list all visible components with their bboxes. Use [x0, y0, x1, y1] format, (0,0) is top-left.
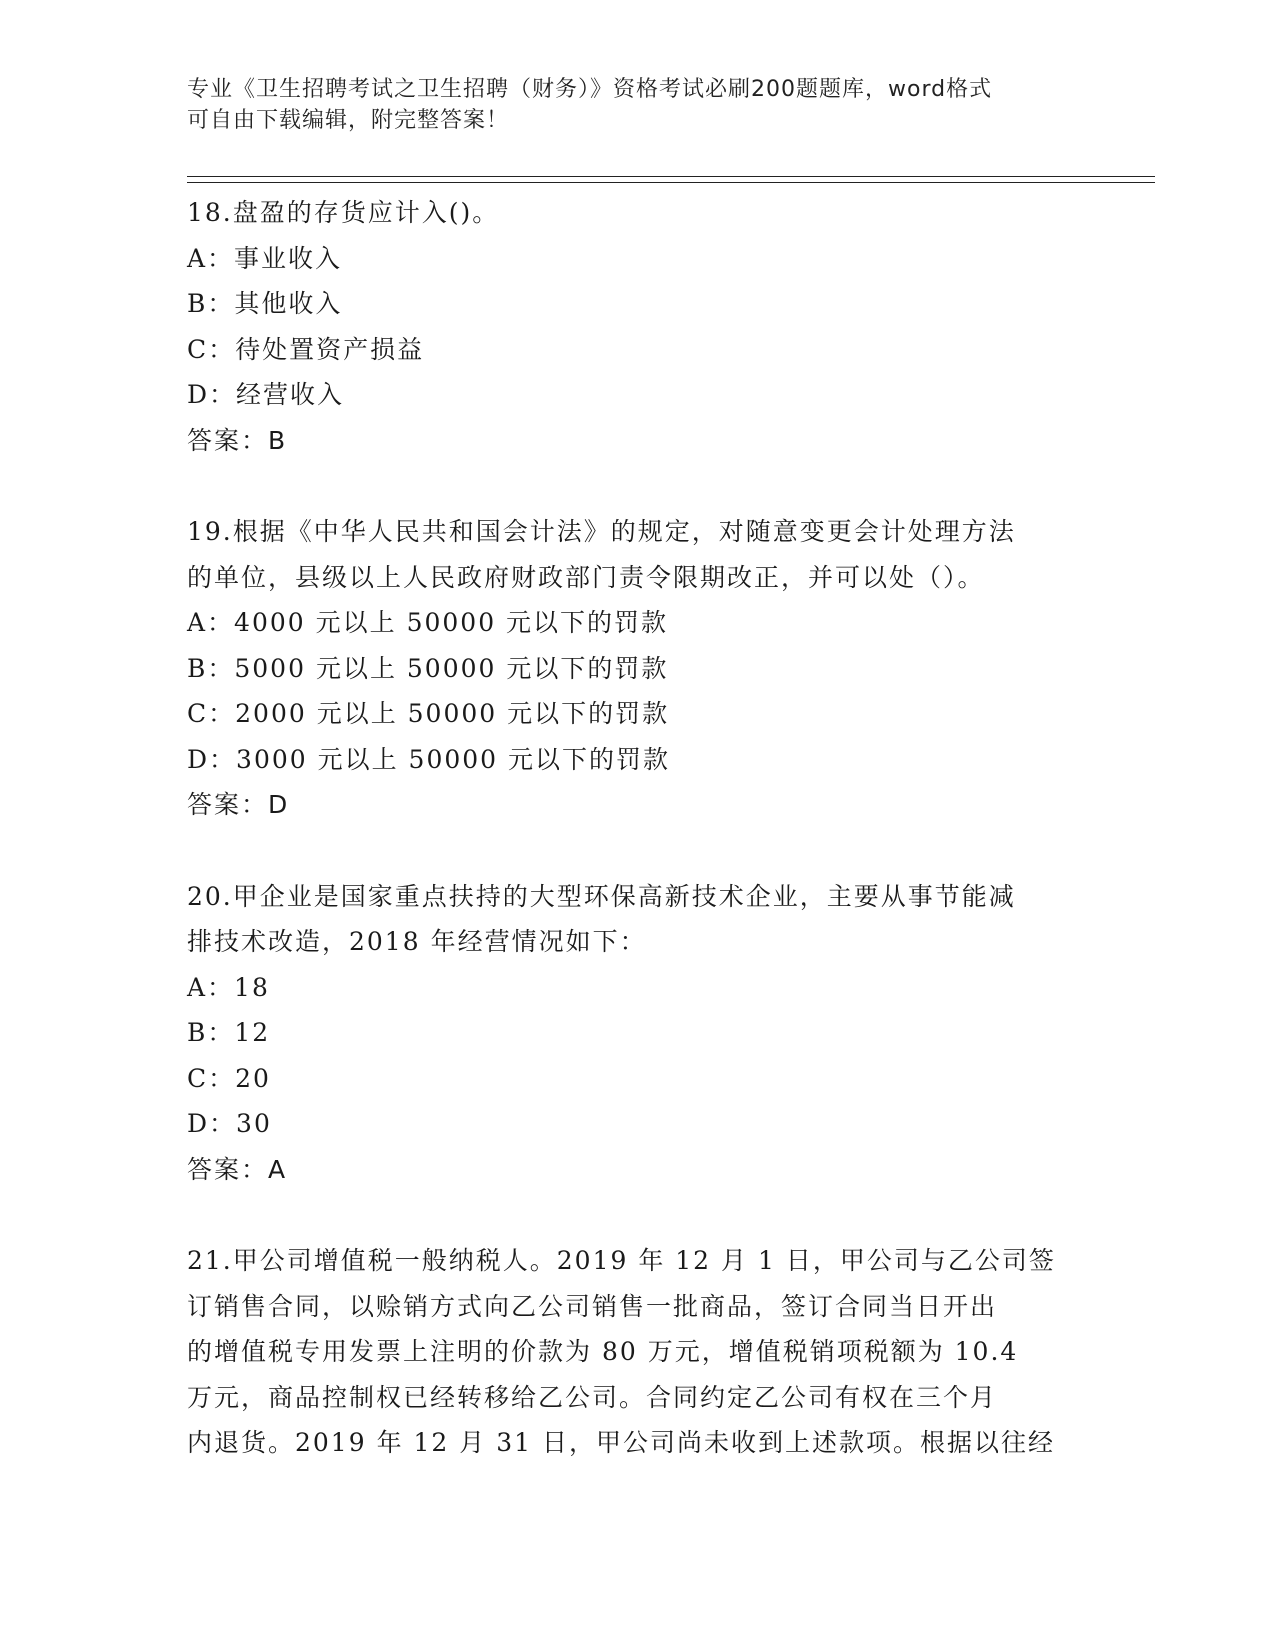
option-c: C：20 — [187, 1063, 271, 1093]
question-stem: 的增值税专用发票上注明的价款为 80 万元，增值税销项税额为 10.4 — [187, 1337, 1019, 1366]
option-b: B：其他收入 — [187, 289, 343, 318]
question-20 — [187, 874, 1077, 1193]
document-header — [187, 74, 1067, 136]
option-d: D：3000 元以上 50000 元以下的罚款 — [187, 744, 671, 774]
question-stem: 内退货。2019 年 12 月 31 日，甲公司尚未收到上述款项。根据以往经 — [187, 1428, 1055, 1457]
question-stem: 的单位，县级以上人民政府财政部门责令限期改正，并可以处（）。 — [187, 562, 985, 592]
question-stem: 排技术改造，2018 年经营情况如下： — [187, 927, 647, 956]
option-a: A：4000 元以上 50000 元以下的罚款 — [187, 608, 669, 637]
question-stem: 18.盘盈的存货应计入()。 — [187, 198, 500, 227]
header-divider-bottom — [187, 182, 1155, 183]
question-stem: 订销售合同，以赊销方式向乙公司销售一批商品，签订合同当日开出 — [187, 1291, 998, 1321]
question-stem: 19.根据《中华人民共和国会计法》的规定，对随意变更会计处理方法 — [187, 517, 1016, 546]
header-divider-top — [187, 176, 1155, 177]
option-c: C：2000 元以上 50000 元以下的罚款 — [187, 699, 670, 728]
option-d: D：经营收入 — [187, 380, 345, 409]
option-b: B：5000 元以上 50000 元以下的罚款 — [187, 653, 669, 683]
option-b: B：12 — [187, 1018, 271, 1047]
option-d: D：30 — [187, 1109, 272, 1138]
question-21 — [187, 1238, 1077, 1466]
question-stem: 20.甲企业是国家重点扶持的大型环保高新技术企业，主要从事节能减 — [187, 881, 1016, 911]
header-line-2: 可自由下载编辑，附完整答案！ — [187, 108, 510, 133]
question-list — [187, 190, 1077, 1512]
option-a: A：事业收入 — [187, 243, 343, 273]
question-18 — [187, 190, 1077, 463]
answer-label: 答案：D — [187, 790, 290, 819]
answer-label: 答案：A — [187, 1154, 288, 1184]
question-stem: 万元，商品控制权已经转移给乙公司。合同约定乙公司有权在三个月 — [187, 1382, 998, 1412]
question-stem: 21.甲公司增值税一般纳税人。2019 年 12 月 1 日，甲公司与乙公司签 — [187, 1246, 1056, 1275]
answer-label: 答案：B — [187, 425, 288, 455]
question-19 — [187, 509, 1077, 828]
header-line-1: 专业《卫生招聘考试之卫生招聘（财务）》资格考试必刷200题题库，word格式 — [187, 77, 993, 102]
option-c: C：待处置资产损益 — [187, 334, 425, 364]
option-a: A：18 — [187, 972, 270, 1002]
